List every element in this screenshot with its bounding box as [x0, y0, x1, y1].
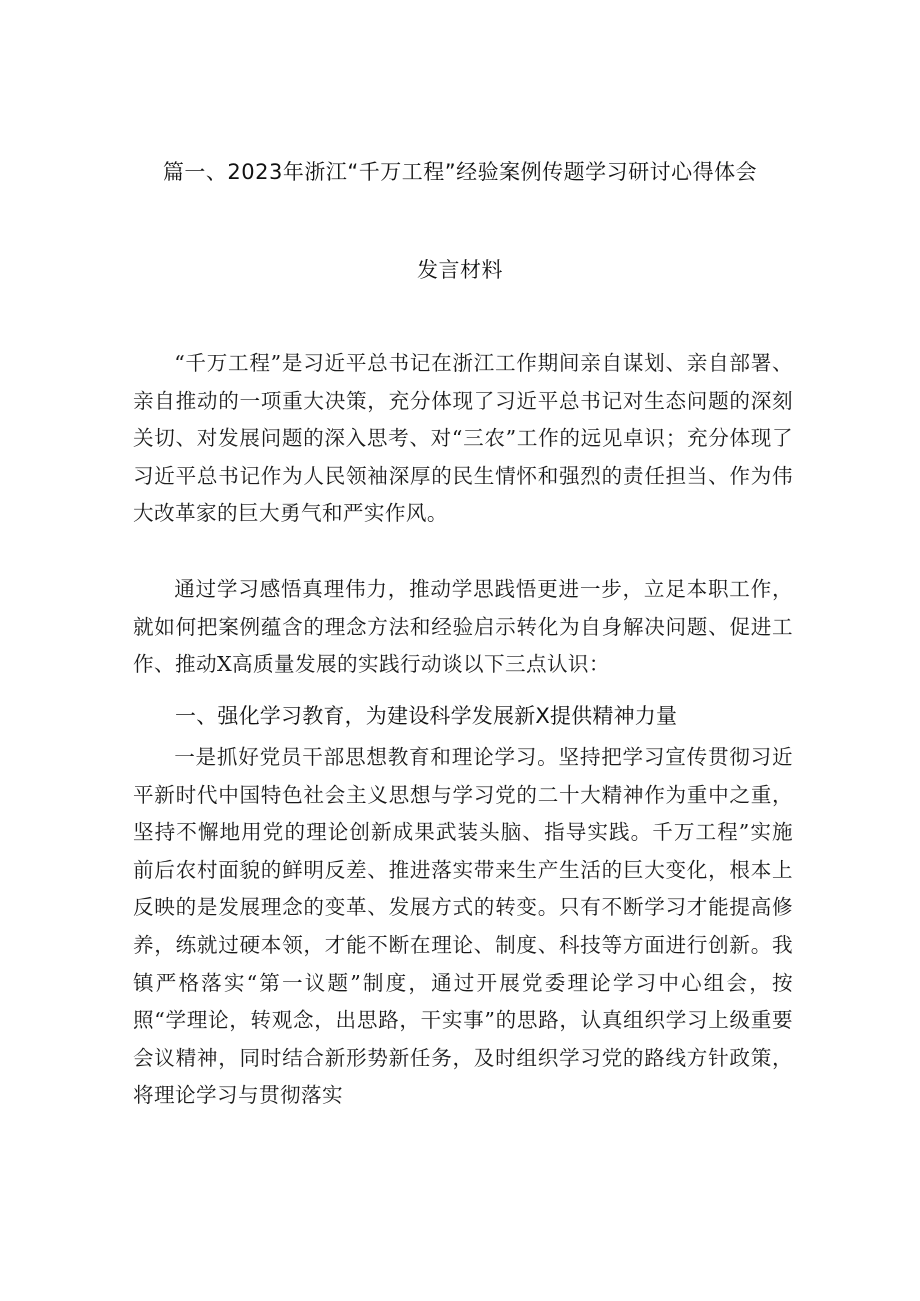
paragraph-purpose: 通过学习感悟真理伟力，推动学思践悟更进一步，立足本职工作，就如何把案例蕴含的理念方法和经验启示转化为自身解决问题、促进工作、推动X高质量发展的实践行动谈以下三点认识：: [133, 577, 793, 677]
document-title-line-2: 发言材料: [417, 258, 503, 282]
paragraph-intro: “千万工程”是习近平总书记在浙江工作期间亲自谋划、亲自部署、亲自推动的一项重大决策，充分体现了习近平总书记对生态问题的深刻关切、对发展问题的深入思考、对“三农”工作的远见卓识；充分体现了习近平总书记作为人民领袖深厚的民生情怀和强烈的责任担当、作为伟大改革家的巨大勇气和严实作风。: [133, 351, 793, 526]
paragraph-section-1: 一是抓好党员干部思想教育和理论学习。坚持把学习宣传贯彻习近平新时代中国特色社会主义思想与学习党的二十大精神作为重中之重，坚持不懈地用党的理论创新成果武装头脑、指导实践。千万工程”实施前后农村面貌的鲜明反差、推进落实带来生产生活的巨大变化，根本上反映的是发展理念的变革、发展方式的转变。只有不断学习才能提高修养，练就过硬本领，才能不断在理论、制度、科技等方面进行创新。我镇严格落实“第一议题”制度，通过开展党委理论学习中心组会，按照“学理论，转观念，出思路，干实事”的思路，认真组织学习上级重要会议精神，同时结合新形势新任务，及时组织学习党的路线方针政策，将理论学习与贯彻落实: [133, 745, 793, 1108]
document-title-line-1: 篇一、2023年浙江“千万工程”经验案例传题学习研讨心得体会: [162, 160, 758, 184]
section-heading-1: 一、强化学习教育，为建设科学发展新X提供精神力量: [175, 704, 678, 728]
